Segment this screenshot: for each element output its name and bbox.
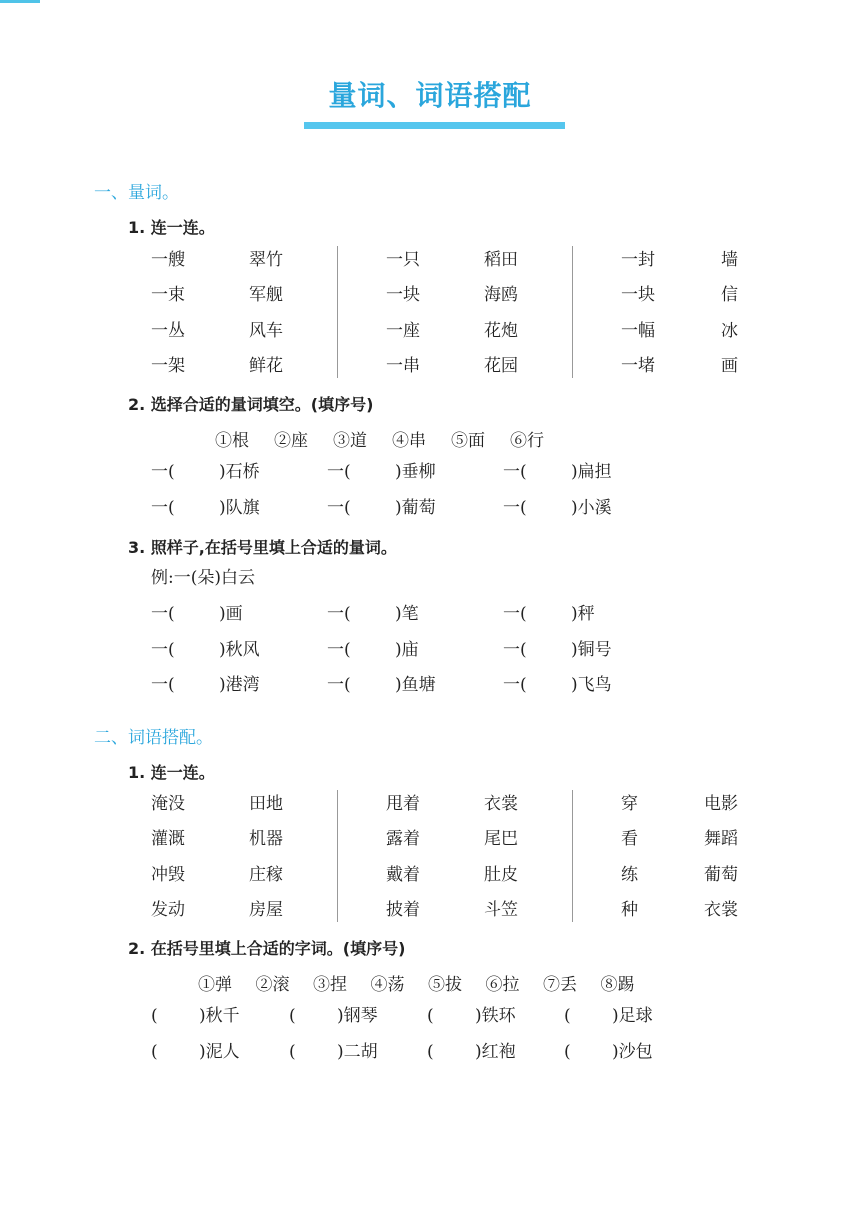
blank-word: )队旗 — [219, 497, 260, 518]
s1-q3-label: 3. 照样子,在括号里填上合适的量词。 — [128, 538, 397, 557]
match-left-word: 练 — [621, 864, 638, 885]
option-item: ⑥行 — [510, 431, 544, 451]
match-left-word: 种 — [621, 899, 638, 920]
blank-word: )石桥 — [219, 462, 260, 482]
match-left-word: 一只 — [386, 250, 420, 270]
option-item: ⑥拉 — [485, 975, 520, 995]
blank-word: )铁环 — [475, 1006, 516, 1026]
section-1-heading: 一、量词。 — [94, 183, 179, 203]
blank-word: )港湾 — [219, 675, 260, 695]
blank-open: ( — [289, 1006, 296, 1026]
option-item: ⑤面 — [451, 431, 485, 451]
blank-word: )画 — [219, 604, 243, 624]
match-left-word: 一封 — [621, 250, 655, 270]
match-left-word: 冲毁 — [151, 864, 185, 885]
match-right-word: 冰 — [721, 320, 738, 341]
match-right-word: 风车 — [249, 320, 283, 341]
match-left-word: 披着 — [386, 899, 420, 920]
blank-word: )红袍 — [475, 1041, 516, 1062]
corner-mark — [0, 0, 40, 3]
blank-word: )扁担 — [571, 462, 612, 482]
match-left-word: 一座 — [386, 320, 420, 341]
match-left-word: 一块 — [621, 285, 655, 306]
match-right-word: 海鸥 — [484, 285, 518, 306]
blank-open: ( — [564, 1041, 571, 1062]
section-2-heading: 二、词语搭配。 — [94, 728, 213, 748]
option-item: ②滚 — [255, 975, 290, 995]
page-title: 量词、词语搭配 — [328, 79, 532, 112]
option-item: ⑤拔 — [428, 975, 462, 995]
blank-open: ( — [289, 1041, 296, 1062]
s1-q3-example: 例:一(朵)白云 — [151, 568, 255, 588]
blank-open: ( — [151, 1041, 158, 1062]
match-right-word: 墙 — [721, 250, 738, 270]
option-item: ③捏 — [313, 975, 347, 995]
match-left-word: 发动 — [151, 899, 185, 920]
blank-open: 一( — [503, 462, 527, 482]
blank-word: )二胡 — [337, 1041, 378, 1062]
blank-open: 一( — [151, 497, 175, 518]
blank-word: )小溪 — [571, 497, 612, 518]
option-item: ①弹 — [198, 975, 232, 995]
blank-open: 一( — [503, 497, 527, 518]
blank-open: 一( — [151, 675, 175, 695]
option-item: ③道 — [333, 431, 367, 451]
blank-open: ( — [427, 1041, 434, 1062]
match-right-word: 肚皮 — [484, 864, 518, 885]
match-right-word: 斗笠 — [484, 899, 518, 920]
blank-open: 一( — [327, 497, 351, 518]
blank-word: )秤 — [571, 604, 595, 624]
match-right-word: 翠竹 — [249, 250, 283, 270]
blank-open: 一( — [151, 639, 175, 660]
blank-word: )足球 — [612, 1006, 653, 1026]
match-left-word: 穿 — [621, 794, 638, 814]
blank-open: 一( — [327, 462, 351, 482]
title-underline — [304, 122, 565, 129]
match-right-word: 尾巴 — [484, 829, 518, 850]
blank-word: )垂柳 — [395, 462, 436, 482]
match-right-word: 舞蹈 — [704, 829, 738, 850]
match-right-word: 衣裳 — [704, 899, 738, 920]
match-right-word: 葡萄 — [704, 864, 738, 885]
blank-open: 一( — [327, 639, 351, 660]
option-item: ④串 — [392, 431, 426, 451]
match-left-word: 一架 — [151, 355, 185, 376]
match-right-word: 画 — [721, 355, 738, 376]
match-left-word: 露着 — [386, 829, 420, 850]
match-left-word: 淹没 — [151, 794, 185, 814]
blank-word: )葡萄 — [395, 497, 436, 518]
match-right-word: 机器 — [249, 829, 283, 850]
s1-q1-label: 1. 连一连。 — [128, 218, 215, 237]
match-left-word: 一束 — [151, 285, 185, 306]
s2-q2-label: 2. 在括号里填上合适的字词。(填序号) — [128, 939, 406, 958]
match-right-word: 军舰 — [249, 285, 283, 306]
match-right-word: 房屋 — [249, 899, 283, 920]
blank-word: )铜号 — [571, 639, 612, 660]
blank-word: )飞鸟 — [571, 675, 612, 695]
option-item: ②座 — [274, 431, 308, 451]
match-right-word: 电影 — [704, 794, 738, 814]
blank-open: 一( — [327, 675, 351, 695]
blank-word: )钢琴 — [337, 1006, 378, 1026]
blank-word: )沙包 — [612, 1041, 653, 1062]
group-divider — [572, 790, 573, 922]
blank-open: ( — [427, 1006, 434, 1026]
match-right-word: 田地 — [249, 794, 283, 814]
blank-open: 一( — [503, 639, 527, 660]
match-left-word: 灌溉 — [151, 829, 185, 850]
match-left-word: 一幅 — [621, 320, 655, 341]
blank-word: )秋千 — [199, 1006, 240, 1026]
match-left-word: 一堵 — [621, 355, 655, 376]
group-divider — [337, 246, 338, 378]
match-left-word: 一艘 — [151, 250, 185, 270]
match-left-word: 一块 — [386, 285, 420, 306]
option-item: ⑦丢 — [543, 975, 577, 995]
s1-q2-label: 2. 选择合适的量词填空。(填序号) — [128, 395, 374, 414]
match-left-word: 戴着 — [386, 864, 420, 885]
option-item: ①根 — [215, 431, 249, 451]
blank-open: 一( — [503, 675, 527, 695]
option-item: ④荡 — [370, 975, 405, 995]
blank-word: )泥人 — [199, 1041, 240, 1062]
blank-word: )笔 — [395, 604, 419, 624]
blank-word: )秋风 — [219, 639, 260, 660]
match-left-word: 看 — [621, 829, 638, 850]
blank-open: ( — [564, 1006, 571, 1026]
match-right-word: 花炮 — [484, 320, 518, 341]
match-right-word: 庄稼 — [249, 864, 283, 885]
s2-q1-label: 1. 连一连。 — [128, 763, 215, 782]
blank-word: )鱼塘 — [395, 675, 436, 695]
blank-open: 一( — [503, 604, 527, 624]
blank-word: )庙 — [395, 639, 419, 660]
match-right-word: 鲜花 — [249, 355, 283, 376]
blank-open: 一( — [151, 462, 175, 482]
blank-open: 一( — [151, 604, 175, 624]
match-left-word: 甩着 — [386, 794, 420, 814]
match-right-word: 稻田 — [484, 250, 518, 270]
match-left-word: 一丛 — [151, 320, 185, 341]
blank-open: ( — [151, 1006, 158, 1026]
match-right-word: 衣裳 — [484, 794, 518, 814]
blank-open: 一( — [327, 604, 351, 624]
group-divider — [572, 246, 573, 378]
option-item: ⑧踢 — [600, 975, 635, 995]
match-right-word: 花园 — [484, 355, 518, 376]
group-divider — [337, 790, 338, 922]
match-left-word: 一串 — [386, 355, 420, 376]
match-right-word: 信 — [721, 285, 738, 306]
